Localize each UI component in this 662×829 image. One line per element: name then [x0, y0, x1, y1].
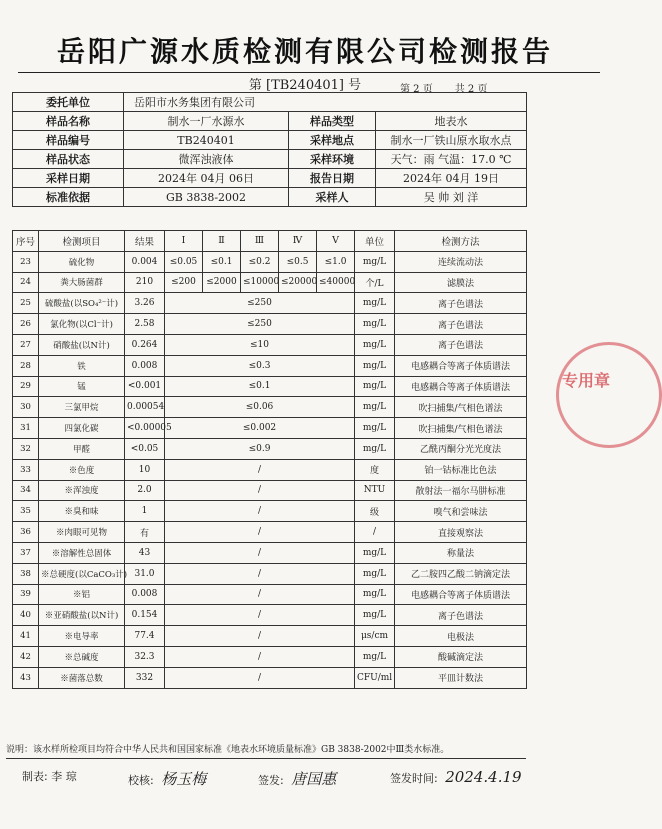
standard-limit: / — [165, 522, 355, 543]
table-row — [13, 272, 527, 293]
test-item: 硫酸盐(以SO₄²⁻计) — [39, 293, 125, 314]
test-method: 电极法 — [395, 626, 527, 647]
checked-signature: 杨玉梅 — [161, 770, 207, 788]
test-result: 0.00054 — [125, 397, 165, 418]
page-current: 第 2 页 — [400, 84, 433, 95]
test-item: 粪大肠菌群 — [39, 272, 125, 293]
standard-limit: ≤0.3 — [165, 355, 355, 376]
test-item: 甲醛 — [39, 438, 125, 459]
table-row — [13, 438, 527, 459]
unit: mg/L — [355, 314, 395, 335]
test-item: 氯化物(以Cl⁻计) — [39, 314, 125, 335]
issue-date-value: 2024.4.19 — [445, 768, 522, 786]
unit: mg/L — [355, 376, 395, 397]
sampler-value: 吴 帅 刘 洋 — [376, 188, 527, 207]
test-item: 四氯化碳 — [39, 418, 125, 439]
unit: mg/L — [355, 438, 395, 459]
test-result: <0.001 — [125, 376, 165, 397]
row-number: 41 — [13, 626, 39, 647]
row-number: 36 — [13, 522, 39, 543]
table-row — [13, 355, 527, 376]
signed-by — [258, 768, 336, 789]
test-item: ※亚硝酸盐(以N计) — [39, 605, 125, 626]
title-rule — [18, 72, 600, 73]
unit: NTU — [355, 480, 395, 501]
test-item: 硫化物 — [39, 251, 125, 272]
table-row — [13, 459, 527, 480]
table-row — [13, 334, 527, 355]
unit: mg/L — [355, 334, 395, 355]
row-number: 24 — [13, 272, 39, 293]
unit: mg/L — [355, 355, 395, 376]
test-result: 0.154 — [125, 605, 165, 626]
test-result: 有 — [125, 522, 165, 543]
unit: / — [355, 522, 395, 543]
col-class1-header: Ⅰ — [165, 231, 203, 252]
col-method-header: 检测方法 — [395, 231, 527, 252]
class-limit: ≤2000 — [203, 272, 241, 293]
table-row — [13, 314, 527, 335]
row-number: 23 — [13, 251, 39, 272]
report-title: 岳阳广源水质检测有限公司检测报告 — [56, 35, 553, 68]
results-table — [12, 230, 527, 689]
prepared-label: 制表: — [22, 770, 48, 783]
row-number: 30 — [13, 397, 39, 418]
test-result: <0.05 — [125, 438, 165, 459]
standard-limit: ≤250 — [165, 293, 355, 314]
test-result: 0.008 — [125, 355, 165, 376]
col-class5-header: Ⅴ — [317, 231, 355, 252]
client-value: 岳阳市水务集团有限公司 — [124, 93, 527, 112]
standard-label: 标准依据 — [13, 188, 124, 207]
class-limit: ≤10000 — [241, 272, 279, 293]
unit: mg/L — [355, 293, 395, 314]
unit: mg/L — [355, 646, 395, 667]
test-item: ※臭和味 — [39, 501, 125, 522]
conclusion-note: 说明：该水样所检项目均符合中华人民共和国国家标准《地表水环境质量标准》GB 3838-2002中Ⅲ类水标准。 — [6, 745, 450, 755]
unit: mg/L — [355, 584, 395, 605]
test-method: 铂一钴标准比色法 — [395, 459, 527, 480]
row-number: 25 — [13, 293, 39, 314]
table-row — [13, 501, 527, 522]
env-label: 采样环境 — [289, 150, 376, 169]
test-result: 0.264 — [125, 334, 165, 355]
test-method: 称量法 — [395, 542, 527, 563]
test-item: ※浑浊度 — [39, 480, 125, 501]
test-item: ※总硬度(以CaCO₃计) — [39, 563, 125, 584]
row-number: 34 — [13, 480, 39, 501]
standard-limit: ≤0.9 — [165, 438, 355, 459]
test-method: 乙二胺四乙酸二钠滴定法 — [395, 563, 527, 584]
test-method: 电感耦合等离子体质谱法 — [395, 376, 527, 397]
issue-date-label: 签发时间: — [390, 772, 438, 785]
sampling-date-value: 2024年 04月 06日 — [124, 169, 289, 188]
row-number: 29 — [13, 376, 39, 397]
col-class3-header: Ⅲ — [241, 231, 279, 252]
state-label: 样品状态 — [13, 150, 124, 169]
test-method: 电感耦合等离子体质谱法 — [395, 584, 527, 605]
unit: 度 — [355, 459, 395, 480]
class-limit: ≤0.1 — [203, 251, 241, 272]
prepared-by — [22, 768, 77, 784]
row-number: 37 — [13, 542, 39, 563]
test-item: 三氯甲烷 — [39, 397, 125, 418]
table-row — [13, 667, 527, 688]
test-result: 0.004 — [125, 251, 165, 272]
checked-label: 校核: — [128, 774, 154, 787]
table-row — [13, 646, 527, 667]
official-seal — [556, 342, 662, 448]
table-row — [13, 605, 527, 626]
standard-limit: / — [165, 480, 355, 501]
test-result: 31.0 — [125, 563, 165, 584]
test-method: 电感耦合等离子体质谱法 — [395, 355, 527, 376]
unit: mg/L — [355, 605, 395, 626]
test-item: 铁 — [39, 355, 125, 376]
issue-date — [390, 768, 522, 786]
row-number: 39 — [13, 584, 39, 605]
col-item-header: 检测项目 — [39, 231, 125, 252]
info-row — [13, 169, 527, 188]
unit: mg/L — [355, 418, 395, 439]
unit: mg/L — [355, 563, 395, 584]
test-result: 210 — [125, 272, 165, 293]
page-total: 共 2 页 — [454, 84, 488, 95]
test-item: ※铝 — [39, 584, 125, 605]
sample-info-table — [12, 92, 527, 207]
sample-no-value: TB240401 — [124, 131, 289, 150]
test-item: ※总碱度 — [39, 646, 125, 667]
info-row — [13, 93, 527, 112]
table-row — [13, 522, 527, 543]
class-limit: ≤0.05 — [165, 251, 203, 272]
standard-limit: / — [165, 584, 355, 605]
unit: mg/L — [355, 542, 395, 563]
test-method: 吹扫捕集/气相色谱法 — [395, 418, 527, 439]
table-row — [13, 584, 527, 605]
test-result: 0.008 — [125, 584, 165, 605]
test-item: ※电导率 — [39, 626, 125, 647]
standard-limit: ≤0.1 — [165, 376, 355, 397]
test-method: 吹扫捕集/气相色谱法 — [395, 397, 527, 418]
test-method: 离子色谱法 — [395, 334, 527, 355]
info-row — [13, 150, 527, 169]
standard-value: GB 3838-2002 — [124, 188, 289, 207]
state-value: 微浑浊液体 — [124, 150, 289, 169]
standard-limit: / — [165, 605, 355, 626]
row-number: 42 — [13, 646, 39, 667]
test-result: 1 — [125, 501, 165, 522]
site-label: 采样地点 — [289, 131, 376, 150]
table-row — [13, 542, 527, 563]
sampler-label: 采样人 — [289, 188, 376, 207]
table-row — [13, 397, 527, 418]
sample-name-label: 样品名称 — [13, 112, 124, 131]
class-limit: ≤40000 — [317, 272, 355, 293]
test-item: 锰 — [39, 376, 125, 397]
standard-limit: ≤250 — [165, 314, 355, 335]
table-row — [13, 480, 527, 501]
class-limit: ≤0.2 — [241, 251, 279, 272]
class-limit: ≤0.5 — [279, 251, 317, 272]
standard-limit: ≤0.06 — [165, 397, 355, 418]
env-value: 天气：雨 气温：17.0 ℃ — [376, 150, 527, 169]
test-result: 2.0 — [125, 480, 165, 501]
col-class4-header: Ⅳ — [279, 231, 317, 252]
test-method: 直接观察法 — [395, 522, 527, 543]
report-date-label: 报告日期 — [289, 169, 376, 188]
standard-limit: / — [165, 459, 355, 480]
sample-name-value: 制水一厂水源水 — [124, 112, 289, 131]
test-method: 平皿计数法 — [395, 667, 527, 688]
sample-type-label: 样品类型 — [289, 112, 376, 131]
test-item: ※菌落总数 — [39, 667, 125, 688]
col-unit-header: 单位 — [355, 231, 395, 252]
test-method: 离子色谱法 — [395, 314, 527, 335]
col-result-header: 结果 — [125, 231, 165, 252]
test-result: <0.00005 — [125, 418, 165, 439]
standard-limit: / — [165, 542, 355, 563]
test-method: 离子色谱法 — [395, 605, 527, 626]
standard-limit: / — [165, 563, 355, 584]
row-number: 26 — [13, 314, 39, 335]
report-date-value: 2024年 04月 19日 — [376, 169, 527, 188]
test-method: 滤膜法 — [395, 272, 527, 293]
sample-type-value: 地表水 — [376, 112, 527, 131]
test-item: 硝酸盐(以N计) — [39, 334, 125, 355]
class-limit: ≤20000 — [279, 272, 317, 293]
table-row — [13, 418, 527, 439]
info-row — [13, 131, 527, 150]
class-limit: ≤200 — [165, 272, 203, 293]
col-no-header: 序号 — [13, 231, 39, 252]
footer-rule — [6, 758, 526, 759]
test-result: 2.58 — [125, 314, 165, 335]
test-method: 离子色谱法 — [395, 293, 527, 314]
standard-limit: / — [165, 626, 355, 647]
test-method: 连续流动法 — [395, 251, 527, 272]
test-result: 43 — [125, 542, 165, 563]
seal-text: 专用章 — [562, 371, 611, 390]
signed-label: 签发: — [258, 774, 284, 787]
prepared-name: 李 琼 — [51, 770, 77, 783]
standard-limit: / — [165, 501, 355, 522]
standard-limit: / — [165, 646, 355, 667]
test-method: 酸碱滴定法 — [395, 646, 527, 667]
row-number: 38 — [13, 563, 39, 584]
unit: mg/L — [355, 251, 395, 272]
info-row — [13, 188, 527, 207]
table-row — [13, 563, 527, 584]
report-number: 第 [TB240401] 号 — [248, 78, 362, 93]
unit: 个/L — [355, 272, 395, 293]
class-limit: ≤1.0 — [317, 251, 355, 272]
site-value: 制水一厂铁山原水取水点 — [376, 131, 527, 150]
test-method: 嗅气和尝味法 — [395, 501, 527, 522]
test-result: 332 — [125, 667, 165, 688]
test-method: 乙酰丙酮分光光度法 — [395, 438, 527, 459]
test-item: ※肉眼可见物 — [39, 522, 125, 543]
row-number: 33 — [13, 459, 39, 480]
unit: mg/L — [355, 397, 395, 418]
col-class2-header: Ⅱ — [203, 231, 241, 252]
test-method: 散射法一福尔马肼标准 — [395, 480, 527, 501]
row-number: 27 — [13, 334, 39, 355]
row-number: 32 — [13, 438, 39, 459]
sampling-date-label: 采样日期 — [13, 169, 124, 188]
test-result: 77.4 — [125, 626, 165, 647]
test-result: 3.26 — [125, 293, 165, 314]
test-item: ※色度 — [39, 459, 125, 480]
unit: 级 — [355, 501, 395, 522]
row-number: 43 — [13, 667, 39, 688]
results-body — [13, 251, 527, 688]
unit: CFU/ml — [355, 667, 395, 688]
standard-limit: ≤10 — [165, 334, 355, 355]
row-number: 35 — [13, 501, 39, 522]
checked-by — [128, 768, 206, 789]
info-row — [13, 112, 527, 131]
table-row — [13, 626, 527, 647]
row-number: 40 — [13, 605, 39, 626]
table-row — [13, 251, 527, 272]
table-row — [13, 376, 527, 397]
test-result: 32.3 — [125, 646, 165, 667]
test-result: 10 — [125, 459, 165, 480]
sample-no-label: 样品编号 — [13, 131, 124, 150]
row-number: 31 — [13, 418, 39, 439]
table-row — [13, 293, 527, 314]
unit: μs/cm — [355, 626, 395, 647]
test-item: ※溶解性总固体 — [39, 542, 125, 563]
signer-signature: 唐国惠 — [291, 770, 337, 788]
standard-limit: ≤0.002 — [165, 418, 355, 439]
row-number: 28 — [13, 355, 39, 376]
results-header-row — [13, 231, 527, 252]
standard-limit: / — [165, 667, 355, 688]
client-label: 委托单位 — [13, 93, 124, 112]
